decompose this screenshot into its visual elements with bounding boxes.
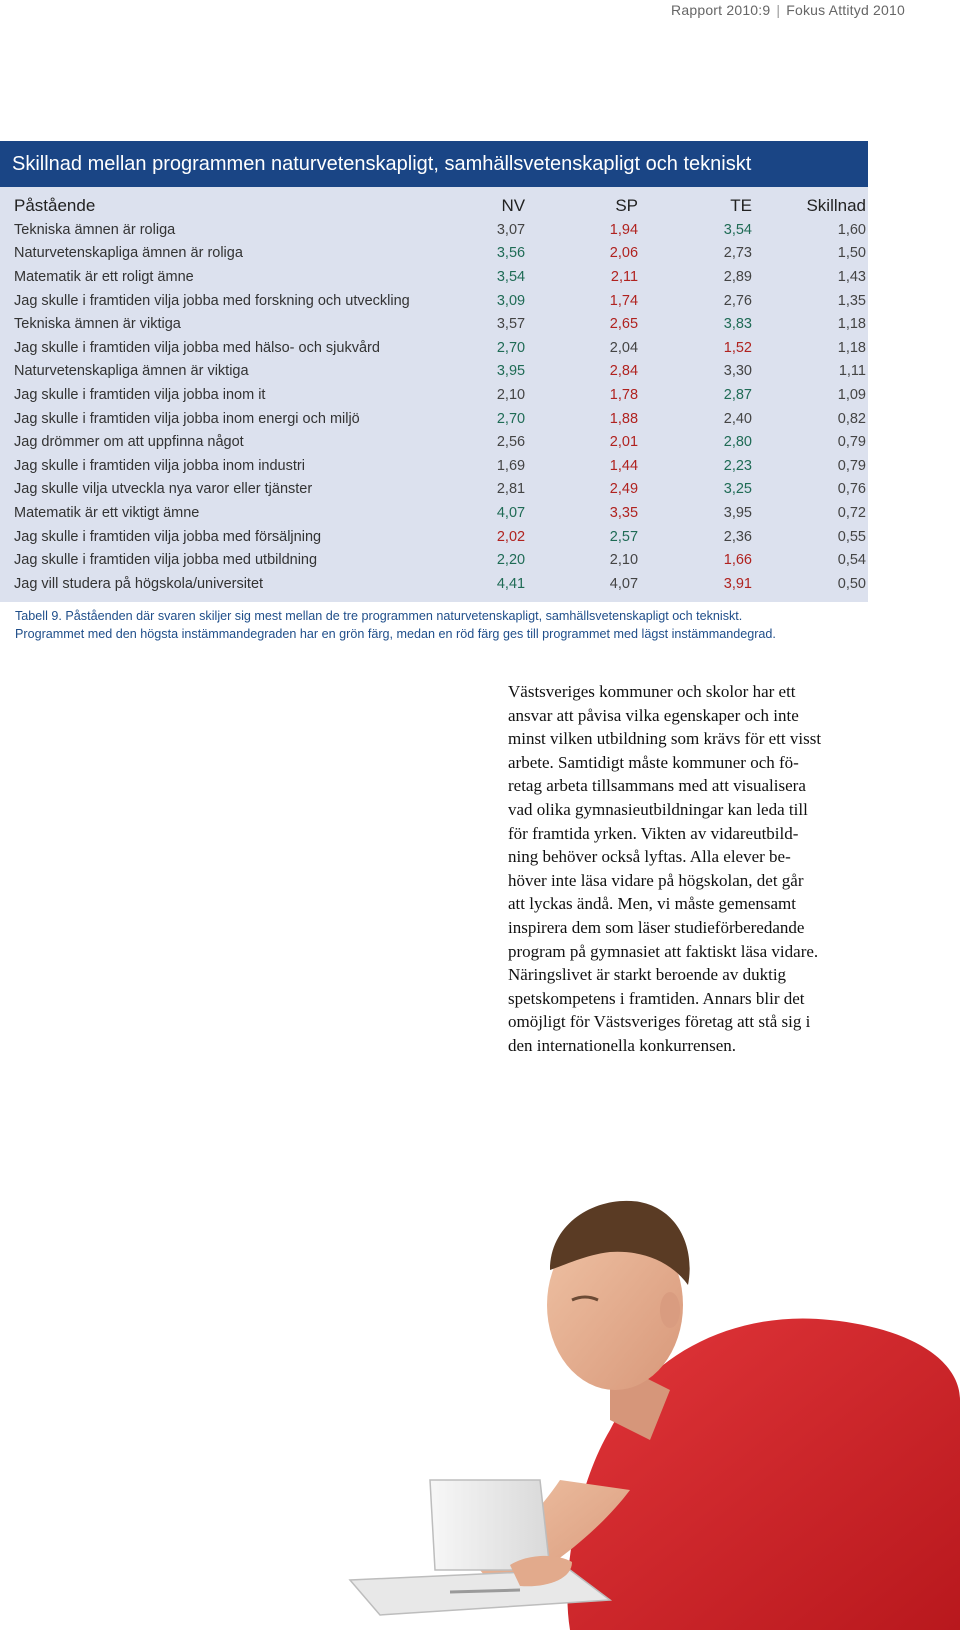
body-text-column — [508, 680, 868, 1058]
caption-line-1: Tabell 9. Påståenden där svaren skiljer sig mest mellan de tre programmen naturvetenskapligt, samhällsvetenskapligt och tekniskt. — [15, 609, 743, 623]
table-row — [0, 572, 868, 602]
nv-value: 1,69 — [496, 457, 526, 474]
sp-value: 2,10 — [609, 552, 639, 569]
table-row — [0, 525, 868, 549]
table-row — [0, 548, 868, 572]
statement-label: Tekniska ämnen är roliga — [14, 221, 176, 238]
sp-value: 2,84 — [609, 363, 639, 380]
nv-value: 3,57 — [496, 316, 526, 333]
statement-label: Jag skulle i framtiden vilja jobba inom industri — [14, 457, 305, 474]
sp-value: 1,44 — [609, 457, 639, 474]
body-text-line: att lyckas ändå. Men, vi måste gemensamt — [508, 894, 796, 914]
table-title: Skillnad mellan programmen naturvetenskapligt, samhällsvetenskapligt och tekniskt — [0, 141, 868, 187]
sp-value: 2,65 — [609, 316, 639, 333]
difference-value: 0,82 — [837, 410, 866, 427]
nv-value: 3,95 — [496, 363, 526, 380]
difference-value: 1,09 — [837, 386, 866, 403]
te-value: 2,36 — [723, 528, 752, 545]
body-text-line: omöjligt för Västsveriges företag att stå sig i — [508, 1012, 811, 1032]
nv-value: 2,70 — [496, 410, 526, 427]
table-row — [0, 289, 868, 313]
difference-value: 1,18 — [837, 339, 866, 356]
te-value: 3,83 — [723, 316, 752, 333]
table-row — [0, 383, 868, 407]
header-nv: NV — [501, 195, 526, 215]
body-text-line: program på gymnasiet att faktiskt läsa vidare. — [508, 941, 819, 961]
statement-label: Jag vill studera på högskola/universitet — [14, 575, 264, 592]
nv-value: 3,56 — [496, 245, 526, 262]
te-value: 2,87 — [723, 386, 752, 403]
statement-label: Jag drömmer om att uppfinna något — [14, 434, 244, 451]
header-te: TE — [730, 195, 752, 215]
header-statement: Påstående — [14, 195, 96, 215]
difference-value: 0,55 — [837, 528, 866, 545]
running-header — [671, 0, 905, 20]
body-text-line: retag arbeta tillsammans med att visualisera — [508, 776, 806, 796]
te-value: 3,95 — [723, 504, 752, 521]
nv-value: 3,54 — [496, 268, 526, 285]
body-text-line: den internationella konkurrensen. — [508, 1035, 737, 1055]
difference-value: 0,79 — [837, 434, 866, 451]
table-row — [0, 218, 868, 242]
header-separator: | — [776, 2, 781, 18]
difference-value: 1,43 — [837, 268, 866, 285]
body-text-line: inspirera dem som läser studieförberedande — [508, 917, 805, 937]
difference-value: 0,72 — [837, 504, 866, 521]
nv-value: 2,56 — [496, 434, 526, 451]
nv-value: 4,07 — [496, 504, 526, 521]
statement-label: Jag skulle i framtiden vilja jobba med forskning och utveckling — [14, 292, 410, 309]
body-text-line: minst vilken utbildning som krävs för ett visst — [508, 729, 822, 749]
table-row — [0, 360, 868, 384]
te-value: 2,80 — [723, 434, 752, 451]
te-value: 3,91 — [723, 575, 752, 592]
nv-value: 2,70 — [496, 339, 526, 356]
te-value: 2,76 — [723, 292, 752, 309]
difference-value: 0,54 — [837, 552, 866, 569]
body-text-line: vad olika gymnasieutbildningar kan leda till — [508, 799, 808, 819]
table-row — [0, 430, 868, 454]
table-row — [0, 501, 868, 525]
header-sp: SP — [615, 195, 639, 215]
statement-label: Jag skulle i framtiden vilja jobba med utbildning — [14, 552, 318, 569]
sp-value: 2,11 — [610, 268, 639, 285]
nv-value: 2,81 — [496, 481, 526, 498]
difference-value: 0,50 — [837, 575, 866, 592]
sp-value: 1,74 — [609, 292, 639, 309]
difference-value: 1,18 — [837, 316, 866, 333]
table-header-row — [0, 193, 868, 218]
table-row — [0, 454, 868, 478]
difference-value: 0,76 — [837, 481, 866, 498]
table-row — [0, 407, 868, 431]
sp-value: 2,01 — [609, 434, 639, 451]
body-text-line: arbete. Samtidigt måste kommuner och fö- — [508, 752, 799, 772]
table-row — [0, 312, 868, 336]
student-with-laptop-photo — [310, 1100, 960, 1630]
statement-label: Jag skulle i framtiden vilja jobba med försäljning — [14, 528, 322, 545]
statement-label: Jag skulle vilja utveckla nya varor eller tjänster — [14, 481, 313, 498]
te-value: 2,40 — [723, 410, 752, 427]
sp-value: 3,35 — [609, 504, 639, 521]
sp-value: 1,78 — [609, 386, 639, 403]
sp-value: 2,49 — [609, 481, 639, 498]
difference-value: 1,60 — [837, 221, 866, 238]
table-body — [0, 218, 868, 602]
difference-value: 1,35 — [837, 292, 866, 309]
te-value: 2,23 — [723, 457, 752, 474]
body-text-line: Västsveriges kommuner och skolor har ett — [508, 682, 796, 701]
difference-value: 1,50 — [837, 245, 866, 262]
te-value: 3,30 — [723, 363, 752, 380]
body-text-line: ning behöver också lyftas. Alla elever be- — [508, 847, 791, 867]
nv-value: 2,20 — [496, 552, 526, 569]
sp-value: 2,04 — [609, 339, 639, 356]
statement-table — [0, 193, 868, 602]
statement-table-block — [0, 141, 868, 602]
table-row — [0, 265, 868, 289]
sp-value: 4,07 — [609, 575, 639, 592]
te-value: 1,66 — [723, 552, 752, 569]
body-text-line: spetskompetens i framtiden. Annars blir det — [508, 988, 805, 1008]
nv-value: 3,09 — [496, 292, 526, 309]
statement-label: Jag skulle i framtiden vilja jobba med hälso- och sjukvård — [14, 339, 380, 356]
sp-value: 1,88 — [609, 410, 639, 427]
sp-value: 1,94 — [609, 221, 639, 238]
te-value: 3,54 — [723, 221, 752, 238]
header-diff: Skillnad — [806, 195, 866, 215]
difference-value: 1,11 — [838, 363, 866, 380]
table-row — [0, 336, 868, 360]
te-value: 1,52 — [723, 339, 752, 356]
sp-value: 2,06 — [609, 245, 639, 262]
nv-value: 4,41 — [496, 575, 526, 592]
caption-line-2: Programmet med den högsta instämmandegraden har en grön färg, medan en röd färg ges till programmet med lägst instämmandegrad. — [15, 627, 776, 641]
statement-label: Jag skulle i framtiden vilja jobba inom it — [14, 386, 266, 403]
table-caption — [15, 607, 875, 643]
statement-label: Naturvetenskapliga ämnen är roliga — [14, 245, 243, 262]
statement-label: Jag skulle i framtiden vilja jobba inom energi och miljö — [14, 410, 360, 427]
body-text-line: höver inte läsa vidare på högskolan, det går — [508, 870, 804, 890]
nv-value: 2,10 — [496, 386, 526, 403]
statement-label: Matematik är ett roligt ämne — [14, 268, 194, 285]
body-text-line: ansvar att påvisa vilka egenskaper och inte — [508, 705, 799, 725]
te-value: 2,89 — [723, 268, 752, 285]
body-text-line: Näringslivet är starkt beroende av duktig — [508, 965, 787, 985]
table-row — [0, 242, 868, 266]
statement-label: Naturvetenskapliga ämnen är viktiga — [14, 363, 249, 380]
difference-value: 0,79 — [837, 457, 866, 474]
te-value: 2,73 — [723, 245, 752, 262]
statement-label: Matematik är ett viktigt ämne — [14, 504, 200, 521]
table-row — [0, 478, 868, 502]
report-number: Rapport 2010:9 — [671, 2, 771, 18]
nv-value: 3,07 — [496, 221, 526, 238]
body-text-line: för framtida yrken. Vikten av vidareutbild- — [508, 823, 799, 843]
sp-value: 2,57 — [609, 528, 639, 545]
te-value: 3,25 — [723, 481, 752, 498]
report-series: Fokus Attityd 2010 — [786, 2, 905, 18]
statement-label: Tekniska ämnen är viktiga — [14, 316, 181, 333]
nv-value: 2,02 — [496, 528, 526, 545]
